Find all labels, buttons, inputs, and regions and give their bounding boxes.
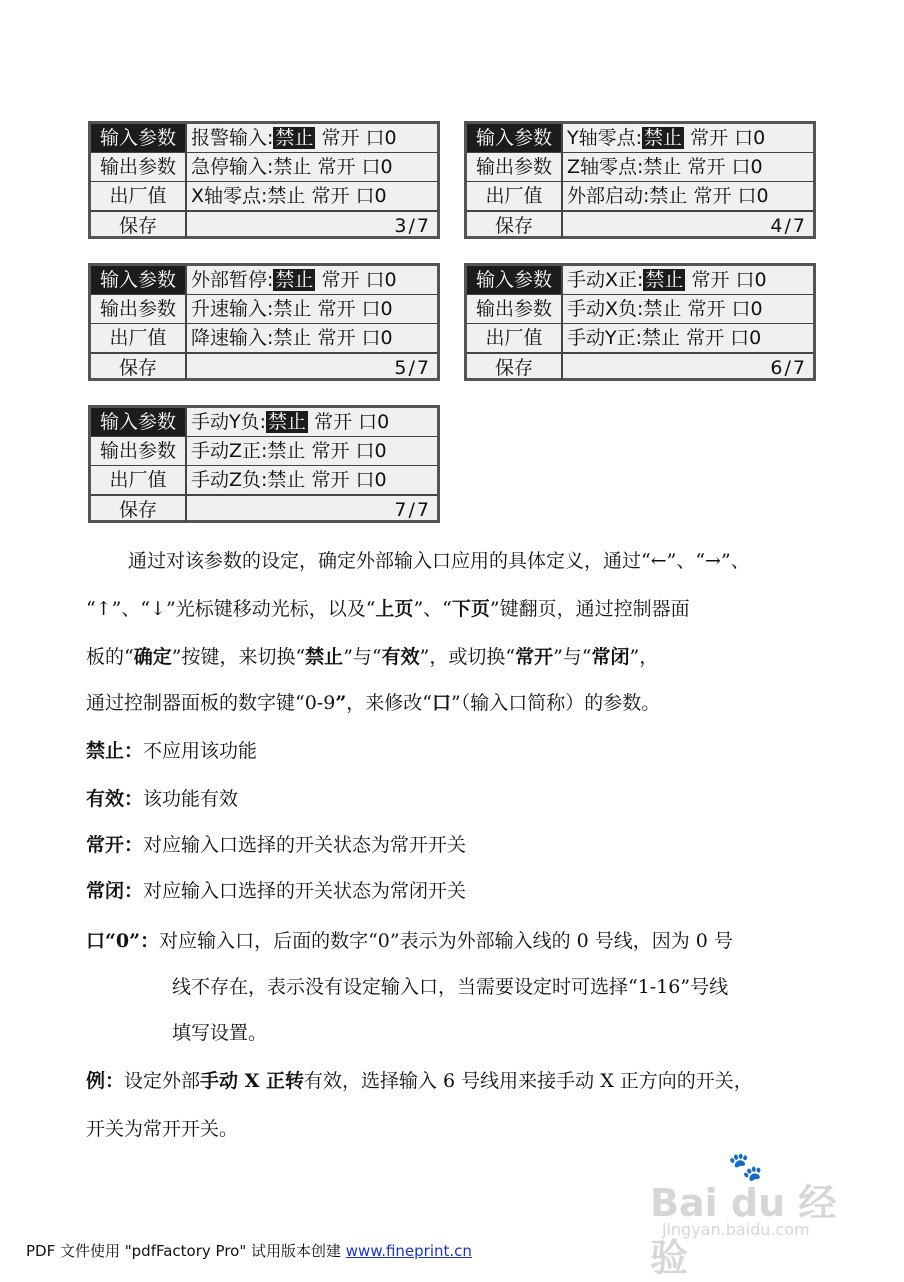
footer-link[interactable]: www.fineprint.cn [345, 1242, 472, 1260]
param-label: 手动X正: [567, 269, 644, 291]
paragraph-line: 板的“确定”按键，来切换“禁止”与“有效”，或切换“常开”与“常闭”， [86, 646, 659, 668]
port: 口0 [730, 327, 762, 349]
port: 口0 [361, 327, 393, 349]
menu-output-params: 输出参数 [91, 437, 187, 465]
example: 例：设定外部手动 X 正转有效，选择输入 6 号线用来接手动 X 正方向的开关， [86, 1070, 753, 1092]
menu-factory: 出厂值 [91, 182, 187, 210]
definition-item: 禁止：不应用该功能 [86, 740, 258, 762]
param-label: 降速输入: [191, 327, 274, 349]
mode: 常开 [687, 156, 726, 178]
mode: 常开 [321, 269, 360, 291]
param-label: 外部暂停: [191, 269, 274, 291]
watermark-logo: Bai du 经验 [650, 1181, 837, 1280]
param-label: 手动X负: [567, 298, 644, 320]
port-definition: 口“0”：对应输入口，后面的数字“0”表示为外部输入线的 0 号线，因为 0 号 [86, 930, 733, 952]
baidu-watermark [650, 1150, 860, 1280]
port: 口0 [355, 469, 387, 491]
page-indicator: 7/7 [394, 499, 431, 521]
state: 禁止 [643, 298, 682, 320]
param-label: 报警输入: [191, 127, 274, 149]
pdf-footer [26, 1240, 472, 1261]
port: 口0 [355, 440, 387, 462]
mode: 常开 [311, 440, 350, 462]
state: 禁止 [273, 156, 312, 178]
menu-input-params: 输入参数 [91, 266, 187, 294]
page-indicator: 5/7 [394, 357, 431, 379]
param-label: 急停输入: [191, 156, 274, 178]
definition-item: 常开：对应输入口选择的开关状态为常开开关 [86, 834, 467, 856]
state-highlight: 禁止 [268, 411, 307, 433]
state-highlight: 禁止 [645, 269, 684, 291]
paragraph-line: “↑”、“↓”光标键移动光标，以及“上页”、“下页”键翻页，通过控制器面 [86, 598, 690, 620]
param-label: 手动Z正: [191, 440, 268, 462]
state: 禁止 [267, 185, 306, 207]
menu-input-params: 输入参数 [91, 124, 187, 152]
param-label: 升速输入: [191, 298, 274, 320]
footer-text: PDF 文件使用 "pdfFactory Pro" 试用版本创建 [26, 1242, 346, 1260]
menu-save: 保存 [91, 212, 187, 238]
paragraph-line: 通过控制器面板的数字键“0-9”，来修改“口”（输入口简称）的参数。 [86, 692, 661, 714]
port-definition-line: 填写设置。 [172, 1022, 268, 1044]
param-label: 手动Y正: [567, 327, 643, 349]
state: 禁止 [267, 469, 306, 491]
port: 口0 [355, 185, 387, 207]
menu-output-params: 输出参数 [467, 295, 563, 323]
menu-output-params: 输出参数 [91, 295, 187, 323]
state: 禁止 [267, 440, 306, 462]
param-label: Z轴零点: [567, 156, 644, 178]
lcd-screen-7 [88, 405, 440, 523]
lcd-screen-4 [464, 121, 816, 239]
page-indicator: 6/7 [770, 357, 807, 379]
menu-save: 保存 [91, 496, 187, 522]
param-label: 外部启动: [567, 185, 650, 207]
lcd-screen-3 [88, 121, 440, 239]
param-label: Y轴零点: [567, 127, 643, 149]
menu-factory: 出厂值 [91, 324, 187, 352]
definition-item: 有效：该功能有效 [86, 788, 239, 810]
example-line: 开关为常开开关。 [86, 1118, 239, 1140]
menu-save: 保存 [467, 354, 563, 380]
menu-save: 保存 [91, 354, 187, 380]
port: 口0 [358, 411, 390, 433]
mode: 常开 [317, 156, 356, 178]
mode: 常开 [321, 127, 360, 149]
page-indicator: 4/7 [770, 215, 807, 237]
lcd-screen-5 [88, 263, 440, 381]
port: 口0 [734, 127, 766, 149]
port: 口0 [731, 298, 763, 320]
mode: 常开 [317, 298, 356, 320]
state: 禁止 [273, 298, 312, 320]
param-label: 手动Z负: [191, 469, 268, 491]
mode: 常开 [686, 327, 725, 349]
port: 口0 [731, 156, 763, 178]
mode: 常开 [317, 327, 356, 349]
port: 口0 [365, 127, 397, 149]
watermark-url: jingyan.baidu.com [662, 1220, 810, 1239]
mode: 常开 [687, 298, 726, 320]
state: 禁止 [642, 327, 681, 349]
state-highlight: 禁止 [644, 127, 683, 149]
menu-save: 保存 [467, 212, 563, 238]
menu-input-params: 输入参数 [91, 408, 187, 436]
menu-input-params: 输入参数 [467, 266, 563, 294]
param-label: X轴零点: [191, 185, 268, 207]
menu-output-params: 输出参数 [467, 153, 563, 181]
port: 口0 [735, 269, 767, 291]
mode: 常开 [311, 469, 350, 491]
paragraph-line: 通过对该参数的设定，确定外部输入口应用的具体定义，通过“←”、“→”、 [128, 550, 750, 572]
definition-item: 常闭：对应输入口选择的开关状态为常闭开关 [86, 880, 467, 902]
state: 禁止 [273, 327, 312, 349]
state-highlight: 禁止 [275, 269, 314, 291]
page-indicator: 3/7 [394, 215, 431, 237]
port-definition-line: 线不存在，表示没有设定输入口，当需要设定时可选择“1-16”号线 [172, 976, 729, 998]
menu-output-params: 输出参数 [91, 153, 187, 181]
mode: 常开 [314, 411, 353, 433]
port: 口0 [361, 298, 393, 320]
menu-factory: 出厂值 [467, 182, 563, 210]
state: 禁止 [649, 185, 688, 207]
port: 口0 [365, 269, 397, 291]
menu-factory: 出厂值 [91, 466, 187, 494]
param-label: 手动Y负: [191, 411, 267, 433]
state-highlight: 禁止 [275, 127, 314, 149]
paw-icon: 🐾 [728, 1150, 763, 1183]
state: 禁止 [643, 156, 682, 178]
mode: 常开 [691, 269, 730, 291]
menu-factory: 出厂值 [467, 324, 563, 352]
menu-input-params: 输入参数 [467, 124, 563, 152]
port: 口0 [737, 185, 769, 207]
mode: 常开 [690, 127, 729, 149]
lcd-screen-6 [464, 263, 816, 381]
port: 口0 [361, 156, 393, 178]
mode: 常开 [311, 185, 350, 207]
mode: 常开 [693, 185, 732, 207]
